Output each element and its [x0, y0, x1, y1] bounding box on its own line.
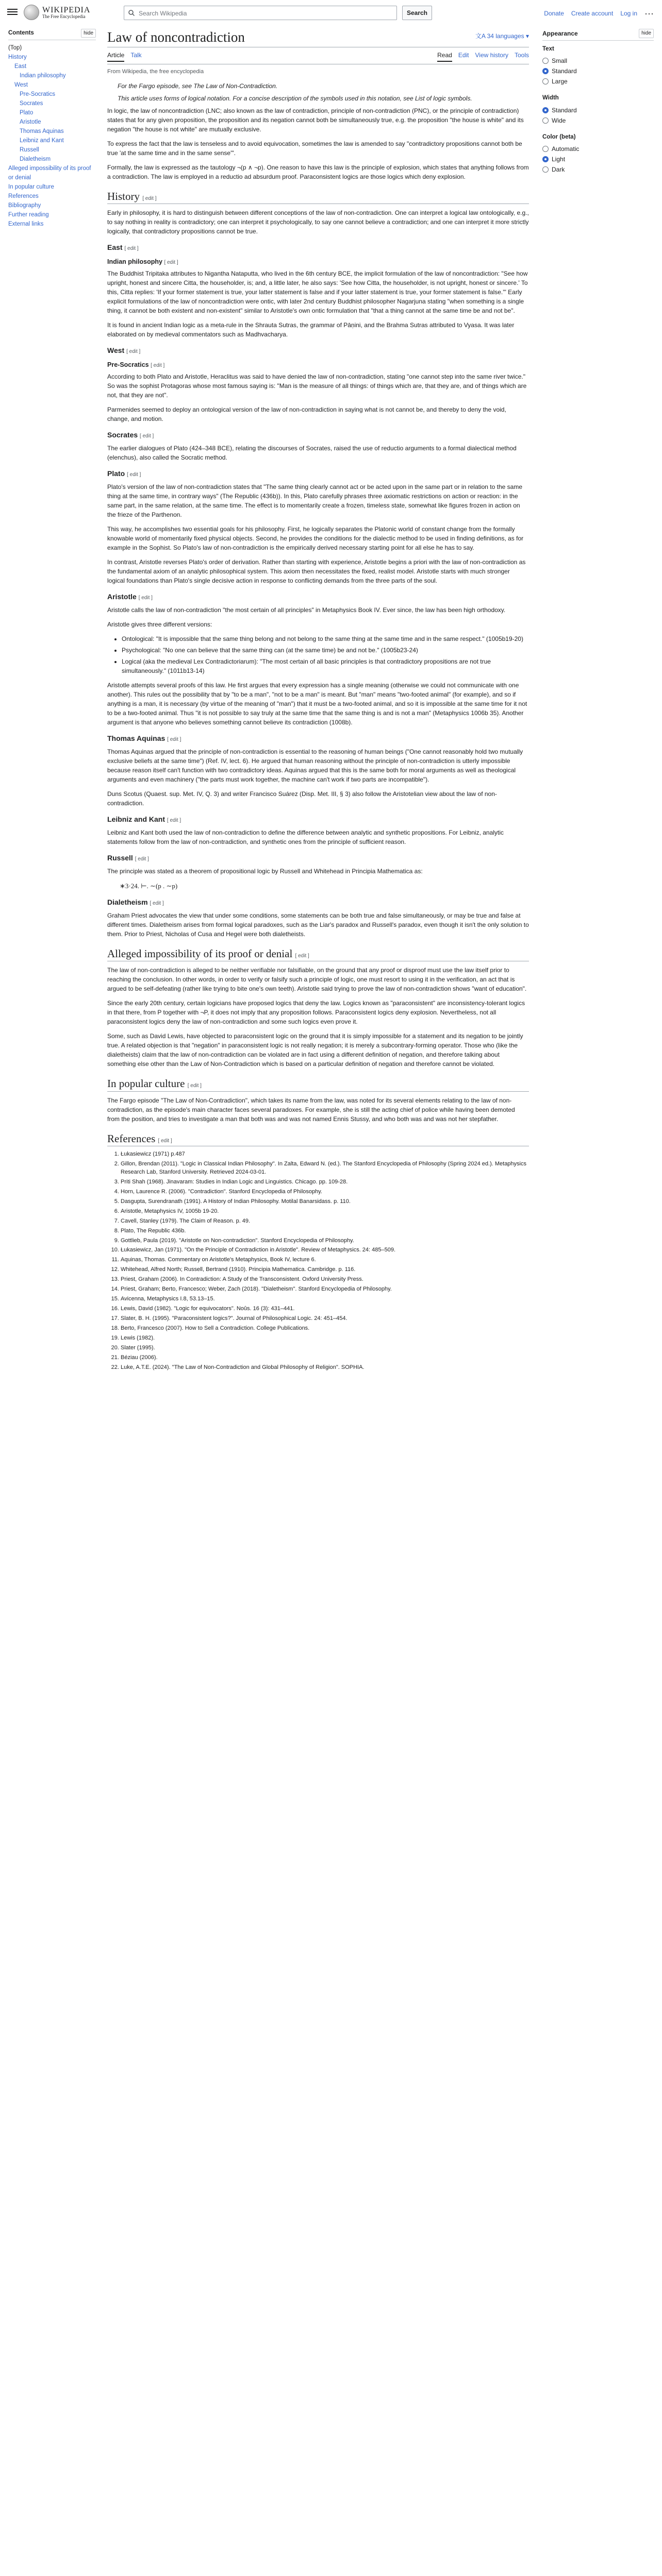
section-heading-indian-philosophy — [107, 257, 529, 267]
search-input[interactable] — [124, 6, 397, 20]
alleged-paragraph: Since the early 20th century, certain logicians have proposed logics that deny the law. Logics known as "paraconsistent" are inconsistency-tolerant logics in that there, from P together with ¬P, it does not imply that any proposition follows. Paraconsistent logics deny explosion. Nevertheless, not all paraconsistent logics deny the law of non-contradiction and some such logics even prove it. — [107, 999, 525, 1026]
toc-item[interactable]: References — [8, 193, 39, 200]
radio-label: Dark — [552, 165, 565, 173]
reference-item: 10. Łukasiewicz, Jan (1971). "On the Principle of Contradiction in Aristotle". Review of Metaphysics. 24: 485–509. — [121, 1246, 529, 1255]
russell-paragraph: The principle was stated as a theorem of propositional logic by Russell and Whitehead in Principia Mathematica as: — [107, 867, 423, 875]
section-heading-alleged-impossibility — [107, 947, 529, 961]
toc-item[interactable]: In popular culture — [8, 184, 54, 191]
russell-formula: ∗3·24. ⊢. ∼(p . ∼p) — [120, 882, 178, 890]
reference-item: 16. Lewis, David (1982). "Logic for equivocators". Noûs. 16 (3): 431–441. — [121, 1305, 529, 1313]
reference-item: 19. Lewis (1982). — [121, 1334, 529, 1343]
reference-item: 12. Whitehead, Alfred North; Russell, Bertrand (1910). Principia Mathematica. Cambridge. p. 116. — [121, 1266, 529, 1274]
reference-item: 13. Priest, Graham (2006). In Contradiction: A Study of the Transconsistent. Oxford University Press. — [121, 1276, 529, 1284]
reference-item: 5. Dasgupta, Surendranath (1991). A History of Indian Philosophy. Motilal Banarsidass. p. 110. — [121, 1198, 529, 1206]
color-group — [542, 133, 654, 175]
main-menu-icon[interactable] — [7, 7, 18, 15]
section-heading-leibniz-kant — [107, 814, 529, 825]
radio-label: Large — [552, 78, 568, 86]
toc-item[interactable]: External links — [8, 221, 44, 228]
search-button[interactable]: Search — [402, 6, 432, 20]
page-title: Law of noncontradiction — [107, 29, 245, 45]
plato-paragraph: This way, he accomplishes two essential goals for his philosophy. First, he logically separates the Platonic world of constant change from the formally knowable world of momentarily fixed physical objects. Second, he provides the conditions for the dialectic method to be used in finding definitions, as for example in the Sophist. So Plato's law of non-contradiction is the empirically derived necessary starting point for all else he has to say. — [107, 525, 524, 551]
socrates-paragraph: The earlier dialogues of Plato (424–348 BCE), relating the discourses of Socrates, raised the use of reductio arguments to a formal dialectical method (elenchus), also called the Socratic method. — [107, 444, 517, 461]
radio-icon — [542, 156, 549, 162]
toc-item[interactable]: Alleged impossibility of its proof or denial — [8, 165, 91, 181]
reference-item: 8. Plato, The Republic 436b. — [121, 1227, 529, 1235]
reference-item: 2. Gillon, Brendan (2011). "Logic in Classical Indian Philosophy". In Zalta, Edward N. (ed.). The Stanford Encyclopedia of Philosophy (Spring 2024 ed.). Metaphysics Research Lab, Stanford University. Retrieved 2024-03-01. — [121, 1160, 529, 1177]
section-heading-plato — [107, 468, 529, 479]
edit-section-link[interactable]: [ edit ] — [164, 260, 178, 266]
toc-item[interactable]: Dialetheism — [20, 156, 51, 163]
section-heading-russell — [107, 853, 529, 863]
article-content — [107, 29, 529, 1374]
toc-list — [8, 43, 96, 229]
heading-text: Thomas Aquinas — [107, 734, 166, 742]
appearance-header — [542, 29, 654, 41]
toc-item[interactable]: Plato — [20, 110, 34, 116]
text-size-label: Text — [542, 46, 554, 52]
alleged-paragraph: Some, such as David Lewis, have objected to paraconsistent logic on the ground that it is simply impossible for a statement and its negation to be jointly true. A related objection is that "negation" in paraconsistent logic is not really negation; it is merely a subcontrary-forming operator. Those who (like the dialetheists) claim that the law of non-contradiction can be violated are in fact using a different definition of negation, and therefore talking about something else other than the Law of Non-Contradiction which is based on a particular definition of negation and therefore cannot be violated. — [107, 1032, 523, 1068]
radio-label: Light — [552, 155, 566, 163]
section-heading-popular-culture — [107, 1077, 529, 1091]
edit-section-link[interactable]: [ edit ] — [150, 901, 164, 907]
language-count: 34 languages — [487, 32, 524, 40]
heading-text: References — [107, 1132, 156, 1145]
search-placeholder: Search Wikipedia — [139, 10, 187, 17]
radio-label: Standard — [552, 67, 577, 75]
toc-item[interactable]: Aristotle — [20, 119, 41, 126]
color-label: Color (beta) — [542, 133, 576, 140]
edit-section-link[interactable]: [ edit ] — [151, 362, 165, 368]
aristotle-paragraph: Aristotle gives three different versions: — [107, 620, 212, 628]
search-icon — [128, 10, 135, 16]
radio-option[interactable] — [542, 105, 654, 115]
section-heading-thomas-aquinas — [107, 733, 529, 744]
appearance-panel — [542, 29, 654, 182]
reference-item: 9. Gottlieb, Paula (2019). "Aristotle on Non-contradiction". Stanford Encyclopedia of Philosophy. — [121, 1237, 529, 1245]
reference-item: 7. Cavell, Stanley (1979). The Claim of Reason. p. 49. — [121, 1217, 529, 1226]
radio-option[interactable] — [542, 56, 654, 66]
aquinas-paragraph: Thomas Aquinas argued that the principle of non-contradiction is essential to the reasoning of human beings ("One cannot reasonably hold two mutually exclusive beliefs at the same time") (Ref. IV, lect. 6). He argued that human reasoning without the principle of non-contradiction is utterly impossible because reason itself can't function with two contradictory ideas. Aquinas argued that this is the same both for moral arguments as well as theological arguments and even machinery ("the parts must work together, the machine can't work if two parts are incompatible"). — [107, 748, 523, 783]
toc-item[interactable]: Indian philosophy — [20, 73, 66, 79]
section-heading-dialetheism — [107, 897, 529, 908]
aristotle-paragraph: Aristotle attempts several proofs of this law. He first argues that every expression has a single meaning (otherwise we could not communicate with one another). This rules out the possibility that by "to be a man", "not to be a man" is meant. But "man" means "two-footed animal" (for example), and so if anything is a man, it is necessary (by virtue of the meaning of "man") that it must be a two-footed animal, and so it is impossible at the same time for it not to be a two-footed animal. Thus "it is not possible to say truly at the same time that the same thing is and is not a man" (Metaphysics 1006b 35). Another argument is that anyone who believes something cannot believe its contradiction (1008b). — [107, 681, 527, 726]
edit-section-link[interactable]: [ edit ] — [135, 856, 149, 862]
heading-text: Alleged impossibility of its proof or denial — [107, 947, 293, 960]
wikipedia-logo[interactable] — [24, 5, 90, 20]
east-paragraph: The Buddhist Tripitaka attributes to Nigantha Nataputta, who lived in the 6th century BCE, the implicit formulation of the law of noncontradiction: "See how upright, honest and sincere Citta, the householder, is; and, a little later, he also says: 'See how Citta, the householder, is not upright, honest or sincere.' To this, Citta replies: 'If your former statement is true, your latter statement is false and if your latter statement is true, your former statement is false.'" Early explicit formulations of the law of noncontradiction were ontic, with later 2nd century Buddhist philosopher Nagarjuna stating "when something is a single thing, it cannot be both existent and non-existent" similar to Aristotle's own ontic formulation that "that a thing cannot at the same time be and not be". — [107, 269, 528, 314]
section-heading-pre-socratics — [107, 360, 529, 370]
edit-section-link[interactable]: [ edit ] — [187, 1083, 202, 1089]
alleged-paragraph: The law of non-contradiction is alleged to be neither verifiable nor falsifiable, on the ground that any proof or disproof must use the law itself prior to reaching the conclusion. In other words, in order to verify or falsify such a principle of logic, one must resort to using it in the verification, an act that is argued to be self-defeating (rather like trying to bite one's own teeth). Aristotle said trying to prove the law of non-contradiction shows "want of education". — [107, 967, 527, 993]
toc-header — [8, 29, 96, 40]
plato-paragraph: In contrast, Aristotle reverses Plato's order of derivation. Rather than starting with experience, Aristotle begins a priori with the law of non-contradiction as the fundamental axiom of an analytic philosophical system. This axiom then necessitates the fixed, realist model. Aristotle starts with much stronger logical foundations than Plato's single decisive action in response to conflicting demands from the three parts of the soul. — [107, 558, 526, 584]
east-paragraph: It is found in ancient Indian logic as a meta-rule in the Shrauta Sutras, the grammar of Pāṇini, and the Brahma Sutras attributed to Vyasa. It was later elaborated on by medieval commentators such as Madhvacharya. — [107, 321, 515, 338]
section-heading-west — [107, 345, 529, 356]
radio-option[interactable] — [542, 154, 654, 164]
radio-icon — [542, 166, 549, 173]
reference-item: 1. Łukasiewicz (1971) p.487 — [121, 1150, 529, 1159]
radio-icon — [542, 107, 549, 113]
from-wikipedia: From Wikipedia, the free encyclopedia — [107, 69, 204, 75]
toc-item[interactable]: Socrates — [20, 100, 43, 107]
toc-item[interactable]: Thomas Aquinas — [20, 128, 64, 135]
tab-talk[interactable]: Talk — [130, 52, 142, 59]
heading-text: In popular culture — [107, 1077, 185, 1090]
heading-text: East — [107, 243, 123, 252]
text-size-group — [542, 45, 654, 87]
history-paragraph: Early in philosophy, it is hard to distinguish between different conceptions of the law of non-contradiction. One can interpret a logical law ontologically, e.g., to say nothing in reality is contradictory; one can interpret it psychologically, to say one cannot believe a contradiction; and one can interpret it more strictly logically, that contradictory propositions cannot be true. — [107, 209, 529, 235]
radio-icon — [542, 68, 549, 74]
radio-label: Wide — [552, 116, 566, 124]
edit-section-link[interactable]: [ edit ] — [167, 817, 181, 823]
edit-section-link[interactable]: [ edit ] — [124, 246, 139, 252]
edit-section-link[interactable]: [ edit ] — [142, 195, 157, 201]
radio-label: Small — [552, 57, 568, 65]
references-list — [107, 1150, 529, 1372]
reference-item: 18. Berto, Francesco (2007). How to Sell a Contradiction. College Publications. — [121, 1325, 529, 1333]
heading-text: History — [107, 190, 140, 202]
section-heading-history — [107, 190, 529, 204]
site-tagline: The Free Encyclopedia — [42, 13, 86, 19]
list-item: • Ontological: "It is impossible that the same thing belong and not belong to the same thing at the same time and in the same respect." (1005b19-20) — [122, 634, 529, 643]
hatnote-notation: This article uses forms of logical notation. For a concise description of the symbols used in this notation, see List of logic symbols. — [118, 94, 472, 102]
culture-paragraph: The Fargo episode "The Law of Non-Contradiction", which takes its name from the law, was noted for its several elements relating to the law of non-contradiction, as the episode's main character faces several paradoxes. For example, she is still the acting chief of police while having been demoted from the position, and tries to investigate a man that both was and was not named Ennis Stussy, and who both was and was not her stepfather. — [107, 1096, 515, 1123]
width-group — [542, 94, 654, 125]
edit-section-link[interactable]: [ edit ] — [138, 595, 153, 601]
language-selector[interactable]: 文A 34 languages ▾ — [475, 32, 529, 40]
tab-read[interactable]: Read — [437, 50, 452, 62]
radio-icon — [542, 58, 549, 64]
reference-item: 21. Béziau (2006). — [121, 1354, 529, 1362]
tab-tools[interactable]: Tools — [514, 52, 529, 59]
toc-item[interactable]: Leibniz and Kant — [20, 138, 64, 144]
width-label: Width — [542, 95, 559, 101]
toc-item[interactable]: Russell — [20, 147, 39, 154]
aristotle-versions-list — [122, 634, 529, 675]
reference-item: 4. Horn, Laurence R. (2006). "Contradiction". Stanford Encyclopedia of Philosophy. — [121, 1188, 529, 1196]
edit-section-link[interactable]: [ edit ] — [127, 471, 141, 478]
intro-paragraph: To express the fact that the law is tenseless and to avoid equivocation, sometimes the law is amended to say "contradictory propositions cannot both be true 'at the same time and in the same sense'". — [107, 140, 522, 157]
user-links — [544, 9, 654, 18]
create-account-link[interactable]: Create account — [571, 10, 614, 17]
edit-section-link[interactable]: [ edit ] — [158, 1138, 172, 1144]
section-heading-references — [107, 1132, 529, 1146]
page-title-bar — [107, 29, 529, 47]
intro-paragraph: Formally, the law is expressed as the tautology ¬(p ∧ ¬p). One reason to have this law is the principle of explosion, which states that anything follows from a contradiction. The law is employed in a reductio ad absurdum proof. Paraconsistent logics are those logics which deny explosion. — [107, 163, 529, 180]
radio-option[interactable] — [542, 66, 654, 76]
intro-paragraph: In logic, the law of noncontradiction (LNC; also known as the law of contradiction, principle of non-contradiction (PNC), or the principle of contradiction) states that for any given proposition, the proposition and its negation cannot both be simultaneously true, e.g. the proposition "the house is white" and its negation "the house is not white" are mutually exclusive. — [107, 107, 524, 133]
radio-icon — [542, 146, 549, 152]
appearance-title: Appearance — [542, 30, 578, 37]
list-item: • Logical (aka the medieval Lex Contradictoriarum): "The most certain of all basic principles is that contradictory propositions are not true simultaneously." (1011b13-14) — [122, 657, 529, 675]
heading-text: West — [107, 346, 125, 354]
aquinas-paragraph: Duns Scotus (Quaest. sup. Met. IV, Q. 3) and writer Francisco Suárez (Disp. Met. III, § 3) also follow the Aristotelian view about the law of non-contradiction. — [107, 790, 497, 807]
heading-text: Russell — [107, 853, 133, 862]
aristotle-paragraph: Aristotle calls the law of non-contradiction "the most certain of all principles" in Metaphysics Book IV. Ever since, the law has been high orthodoxy. — [107, 606, 506, 614]
heading-text: Socrates — [107, 430, 138, 439]
wikipedia-globe-icon — [24, 5, 39, 20]
toc-item[interactable]: East — [14, 63, 27, 70]
edit-section-link[interactable]: [ edit ] — [126, 348, 141, 354]
donate-link[interactable]: Donate — [544, 10, 564, 17]
heading-text: Pre-Socratics — [107, 361, 149, 368]
toc-title: Contents — [8, 30, 34, 36]
more-options-icon[interactable]: ··· — [644, 8, 654, 19]
toc-item[interactable]: History — [8, 54, 27, 61]
list-item: • Psychological: "No one can believe that the same thing can (at the same time) be and not be." (1005b23-24) — [122, 646, 529, 655]
appearance-hide-button[interactable]: hide — [639, 29, 654, 38]
section-heading-socrates — [107, 430, 529, 440]
reference-item: 20. Slater (1995). — [121, 1344, 529, 1352]
toc-item[interactable]: (Top) — [8, 45, 22, 52]
heading-text: Plato — [107, 469, 125, 478]
edit-section-link[interactable]: [ edit ] — [167, 736, 181, 742]
radio-label: Automatic — [552, 145, 580, 152]
table-of-contents — [8, 29, 96, 229]
presocratics-paragraph: According to both Plato and Aristotle, Heraclitus was said to have denied the law of non-contradiction, stating "one cannot step into the same river twice." So was the sophist Protagoras whose most famous saying is: "Man is the measure of all things: of things which are, that they are, and of things which are not, that they are not". — [107, 372, 527, 399]
page-tabs — [107, 50, 529, 64]
plato-paragraph: Plato's version of the law of non-contradiction states that "The same thing clearly cannot act or be acted upon in the same part or in relation to the same thing at the same time, in contrary ways" (The Republic (436b)). In this, Plato carefully phrases three axiomatic restrictions on action or reaction: in the same part, in the same relation, at the same time. The effect is to momentarily create a frozen, timeless state, somewhat like figures frozen in action on the frieze of the Parthenon. — [107, 483, 522, 518]
radio-icon — [542, 78, 549, 84]
radio-option[interactable] — [542, 144, 654, 154]
edit-section-link[interactable]: [ edit ] — [140, 433, 154, 439]
radio-icon — [542, 117, 549, 124]
heading-text: Leibniz and Kant — [107, 815, 165, 823]
tab-edit[interactable]: Edit — [458, 52, 469, 59]
section-heading-aristotle — [107, 591, 529, 602]
radio-label: Standard — [552, 106, 577, 114]
tab-history[interactable]: View history — [475, 52, 508, 59]
section-heading-east — [107, 242, 529, 253]
dialetheism-paragraph: Graham Priest advocates the view that under some conditions, some statements can be both true and false simultaneously, or may be true and false at different times. Dialetheism arises from formal logical paradoxes, such as the Liar's paradox and Russell's paradox, even though it isn't the only solution to them. Prior to Priest, Nicholas of Cusa and Hegel were both dialetheists. — [107, 912, 529, 938]
edit-section-link[interactable]: [ edit ] — [295, 953, 309, 959]
heading-text: Dialetheism — [107, 898, 148, 907]
heading-text: Indian philosophy — [107, 258, 162, 266]
heading-text: Aristotle — [107, 592, 137, 601]
reference-item: 11. Aquinas, Thomas. Commentary on Aristotle's Metaphysics, Book IV, lecture 6. — [121, 1256, 529, 1264]
site-header — [0, 0, 662, 26]
reference-item: 14. Priest, Graham; Berto, Francesco; Weber, Zach (2018). "Dialetheism". Stanford Encyclopedia of Philosophy. — [121, 1285, 529, 1294]
reference-item: 3. Priti Shah (1968). Jinavaram: Studies in Indian Logic and Linguistics. Chicago. pp. 109-28. — [121, 1178, 529, 1187]
reference-item: 6. Aristotle, Metaphysics IV, 1005b 19-20. — [121, 1208, 529, 1216]
radio-option[interactable] — [542, 76, 654, 87]
toc-item[interactable]: Pre-Socratics — [20, 91, 56, 98]
hatnote-fargo: For the Fargo episode, see The Law of Non-Contradiction. — [118, 82, 278, 90]
site-wordmark: WIKIPEDIA — [42, 5, 91, 14]
reference-item: 22. Luke, A.T.E. (2024). "The Law of Non-Contradiction and Global Philosophy of Religion". SOPHIA. — [121, 1364, 529, 1372]
toc-item[interactable]: Further reading — [8, 212, 49, 218]
tab-article[interactable]: Article — [107, 50, 124, 62]
presocratics-paragraph: Parmenides seemed to deploy an ontological version of the law of non-contradiction in saying what is not cannot be, and thereby to deny the void, change, and motion. — [107, 405, 506, 422]
toc-hide-button[interactable]: hide — [81, 29, 96, 38]
toc-item[interactable]: Bibliography — [8, 202, 41, 209]
leibniz-kant-paragraph: Leibniz and Kant both used the law of non-contradiction to define the difference between analytic and synthetic propositions. For Leibniz, analytic statements follow from the law of non-contradiction, and synthetic ones from the principle of sufficient reason. — [107, 828, 504, 845]
radio-option[interactable] — [542, 164, 654, 175]
radio-option[interactable] — [542, 115, 654, 126]
reference-item: 15. Avicenna, Metaphysics I.8, 53.13–15. — [121, 1295, 529, 1303]
toc-item[interactable]: West — [14, 82, 28, 89]
reference-item: 17. Slater, B. H. (1995). "Paraconsistent logics?". Journal of Philosophical Logic. 24: 451–454. — [121, 1315, 529, 1323]
log-in-link[interactable]: Log in — [620, 10, 638, 17]
